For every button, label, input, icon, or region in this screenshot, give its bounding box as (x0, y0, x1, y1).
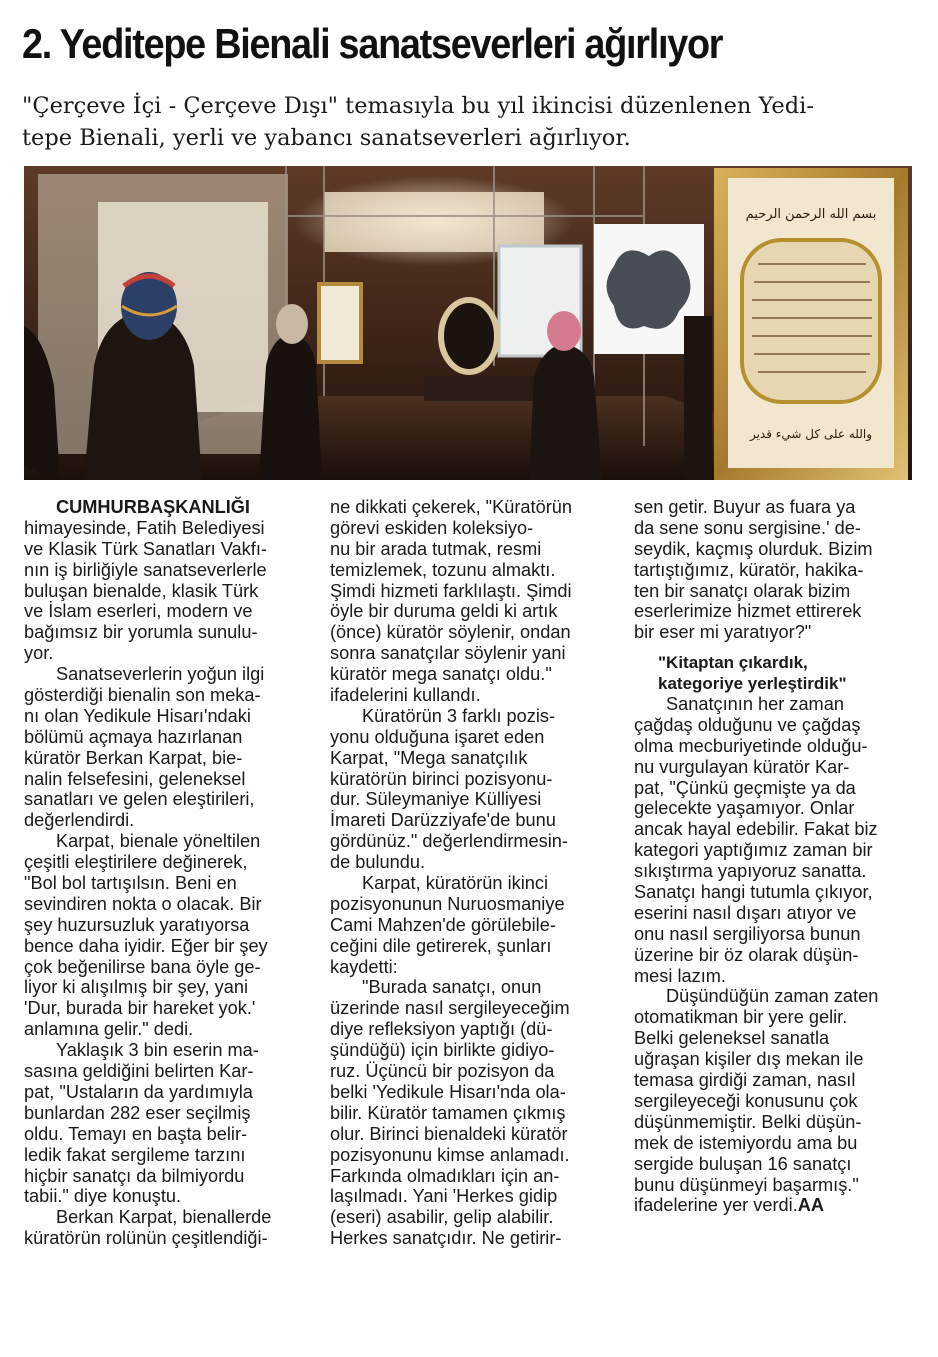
headline: 2. Yeditepe Bienali sanatseverleri ağırlıyor (22, 20, 723, 67)
body-line: himayesinde, Fatih Belediyesi (24, 517, 265, 538)
body-line: olur. Birinci bienaldeki küratör (330, 1123, 568, 1144)
body-line: küratörün rolünün çeşitlendiği- (24, 1228, 268, 1249)
small-frame (319, 284, 361, 362)
body-line: küratör Berkan Karpat, bie- (24, 747, 243, 768)
subheading-line: kategoriye yerleştirdik" (658, 674, 847, 694)
article-column-2 (330, 497, 610, 1249)
body-line: tabii." diye konuştu. (24, 1186, 182, 1207)
body-line: nın iş birliğiyle sanatseverlerle (24, 559, 267, 580)
body-line: Herkes sanatçıdır. Ne getirir- (330, 1228, 562, 1249)
body-line: nu vurgulayan küratör Kar- (634, 756, 850, 777)
body-line: şündüğü) için birlikte gidiyo- (330, 1040, 555, 1061)
body-line: Şimdi hizmeti farklılaştı. Şimdi (330, 580, 572, 601)
body-line: sonra sanatçılar söylenir yani (330, 643, 566, 664)
lead-word: CUMHURBAŞKANLIĞI (56, 497, 250, 517)
body-line: şey huzursuzluk yaratıyorsa (24, 914, 250, 935)
body-line: dur. Süleymaniye Külliyesi (330, 789, 542, 810)
deck-line: tepe Bienali, yerli ve yabancı sanatseverleri ağırlıyor. (22, 125, 631, 151)
body-line: sevindiren nokta o olacak. Bir (24, 893, 262, 914)
body-line: Karpat, bienale yöneltilen (56, 831, 261, 852)
body-line: sıkıştırma yapıyoruz sanatta. (634, 861, 867, 882)
body-line: küratörün birinci pozisyonu- (330, 768, 553, 789)
body-line: mesi lazım. (634, 965, 726, 986)
body-line: bağımsız bir yorumla sunulu- (24, 622, 258, 643)
body-line: Sanatçının her zaman (666, 694, 844, 715)
body-line: nalin felsefesini, geleneksel (24, 768, 246, 789)
body-line: olma mecburiyetinde olduğu- (634, 735, 868, 756)
body-line: çok beğenilirse bana öyle ge- (24, 956, 261, 977)
body-line: yonu olduğuna işaret eden (330, 726, 545, 747)
body-line: seydik, kaçmış olurduk. Bizim (634, 538, 873, 559)
calligraphy-top-text: بسم الله الرحمن الرحيم (745, 207, 877, 222)
body-line: ledik fakat sergileme tarzını (24, 1144, 246, 1165)
body-line: bunu düşünmeyi başarmış." (634, 1174, 859, 1195)
body-line: bir eser mi yaratıyor?" (634, 622, 812, 643)
right-figure (684, 316, 712, 480)
body-line: Karpat, "Mega sanatçılık (330, 747, 528, 768)
body-line: görevi eskiden koleksiyo- (330, 517, 534, 538)
body-line: Düşündüğün zaman zaten (666, 986, 879, 1007)
body-line: Sanatseverlerin yoğun ilgi (56, 664, 265, 685)
deck-line: "Çerçeve İçi - Çerçeve Dışı" temasıyla bu yıl ikincisi düzenlenen Yedi- (22, 93, 814, 119)
body-line: pat, "Ustaların da yardımıyla (24, 1081, 253, 1102)
body-line: ruz. Üçüncü bir pozisyon da (330, 1061, 555, 1082)
body-line: kaydetti: (330, 956, 398, 977)
body-line: temizlemek, tozunu almaktı. (330, 559, 556, 580)
body-line: üzerinde nasıl sergileyeceğim (330, 998, 570, 1019)
body-line (634, 1195, 919, 1216)
body-line: bence daha iyidir. Eğer bir şey (24, 935, 268, 956)
body-line: Sanatçı hangi tutumla çıkıyor, (634, 882, 873, 903)
body-line: hiçbir sanatçı da bilmiyordu (24, 1165, 245, 1186)
body-line: ifadelerini kullandı. (330, 685, 481, 706)
subheading-line: "Kitaptan çıkardık, (658, 653, 808, 673)
body-line: Karpat, küratörün ikinci (362, 873, 549, 894)
round-mirror (441, 300, 497, 372)
body-line: bölümü açmaya hazırlanan (24, 726, 243, 747)
article-column-1 (24, 497, 292, 1249)
body-line: değerlendirdi. (24, 810, 135, 831)
body-line: bilir. Küratör tamamen çıkmış (330, 1102, 566, 1123)
deck (22, 90, 922, 154)
body-line: anlamına gelir." dedi. (24, 1019, 194, 1040)
body-line: tartıştığımız, küratör, hakika- (634, 559, 864, 580)
body-line: mek de istemiyordu ama bu (634, 1132, 858, 1153)
body-line: sergide buluşan 16 sanatçı (634, 1153, 852, 1174)
body-line: oldu. Temayı en başta belir- (24, 1123, 248, 1144)
body-line: Küratörün 3 farklı pozis- (362, 705, 556, 726)
body-line: düşünmemiştir. Belki düşün- (634, 1111, 862, 1132)
body-line: onu nasıl sergiliyorsa bunun (634, 923, 861, 944)
body-line: ceğini dile getirerek, şunları (330, 935, 552, 956)
body-line: kategori yaptığımız zaman bir (634, 840, 873, 861)
body-line: ten bir sanatçı olarak bizim (634, 580, 851, 601)
body-line: çağdaş olduğunu ve çağdaş (634, 714, 861, 735)
body-line: (önce) küratör söylenir, ondan (330, 622, 571, 643)
body-line: İmareti Darüzziyafe'de bunu (330, 810, 556, 831)
body-line: buluşan bienalde, klasik Türk (24, 580, 259, 601)
body-line: otomatikman bir yere gelir. (634, 1007, 848, 1028)
body-line: sen getir. Buyur as fuara ya (634, 497, 856, 517)
body-line: ancak hayal edebilir. Fakat biz (634, 819, 878, 840)
body-line: gösterdiği bienalin son meka- (24, 685, 261, 706)
article-column-3 (634, 497, 919, 1216)
body-line: ve İslam eserleri, modern ve (24, 601, 253, 622)
body-line: "Burada sanatçı, onun (362, 977, 542, 998)
body-line: diye refleksiyon yaptığı (dü- (330, 1019, 553, 1040)
body-line-text: ifadelerine yer verdi. (634, 1195, 798, 1216)
body-line: pat, "Çünkü geçmişte ya da (634, 777, 856, 798)
body-line: küratör mega sanatçı oldu." (330, 664, 552, 685)
body-line: nu bir arada tutmak, resmi (330, 538, 542, 559)
body-line: Farkında olmadıkları için an- (330, 1165, 560, 1186)
body-line: de bulundu. (330, 852, 426, 873)
body-line: sergileyeceği konusunu çok (634, 1090, 858, 1111)
body-line: ve Klasik Türk Sanatları Vakfı- (24, 538, 267, 559)
body-line: uğraşan kişiler dış mekan ile (634, 1049, 864, 1070)
body-line: gelecekte yaşamıyor. Onlar (634, 798, 855, 819)
agency-signature: AA (797, 1195, 825, 1216)
body-line: belki 'Yedikule Hisarı'nda ola- (330, 1081, 566, 1102)
body-line: liyor ki alışılmış bir şey, yani (24, 977, 249, 998)
body-line: temasa girdiği zaman, nasıl (634, 1070, 856, 1091)
body-line: pozisyonunun Nuruosmaniye (330, 893, 565, 914)
calligraphy-panel (714, 168, 908, 480)
body-line: laşılmadı. Yani 'Herkes gidip (330, 1186, 558, 1207)
calligraphy-bottom-text: والله على كل شيء قدير (749, 427, 873, 441)
body-line: bunlardan 282 eser seçilmiş (24, 1102, 251, 1123)
body-line: da sene sonu sergisine.' de- (634, 517, 861, 538)
exhibition-photo (24, 166, 912, 480)
exhibition-photo-illustration (24, 166, 912, 480)
body-line: Belki geleneksel sanatla (634, 1028, 830, 1049)
body-line: Berkan Karpat, bienallerde (56, 1207, 272, 1228)
body-line: üzerine bir öz olarak düşün- (634, 944, 859, 965)
body-line: eserini nasıl dışarı atıyor ve (634, 902, 857, 923)
body-line: sanatları ve gelen eleştirileri, (24, 789, 255, 810)
body-line: gördünüz." değerlendirmesin- (330, 831, 568, 852)
body-line: nı olan Yedikule Hisarı'ndaki (24, 705, 251, 726)
body-line: Cami Mahzen'de görülebile- (330, 914, 556, 935)
body-line: Yaklaşık 3 bin eserin ma- (56, 1040, 259, 1061)
body-line: çeşitli eleştirilere değinerek, (24, 852, 248, 873)
body-line: ne dikkati çekerek, "Küratörün (330, 497, 573, 517)
body-line: yor. (24, 643, 54, 664)
body-line: "Bol bol tartışılsın. Beni en (24, 873, 237, 894)
body-line: sasına geldiğini belirten Kar- (24, 1061, 254, 1082)
body-line: öyle bir duruma geldi ki artık (330, 601, 558, 622)
body-line: pozisyonunu kimse anlamadı. (330, 1144, 570, 1165)
body-line: 'Dur, burada bir hareket yok.' (24, 998, 256, 1019)
body-line: (eseri) asabilir, gelip alabilir. (330, 1207, 554, 1228)
body-line: eserlerimize hizmet ettirerek (634, 601, 862, 622)
